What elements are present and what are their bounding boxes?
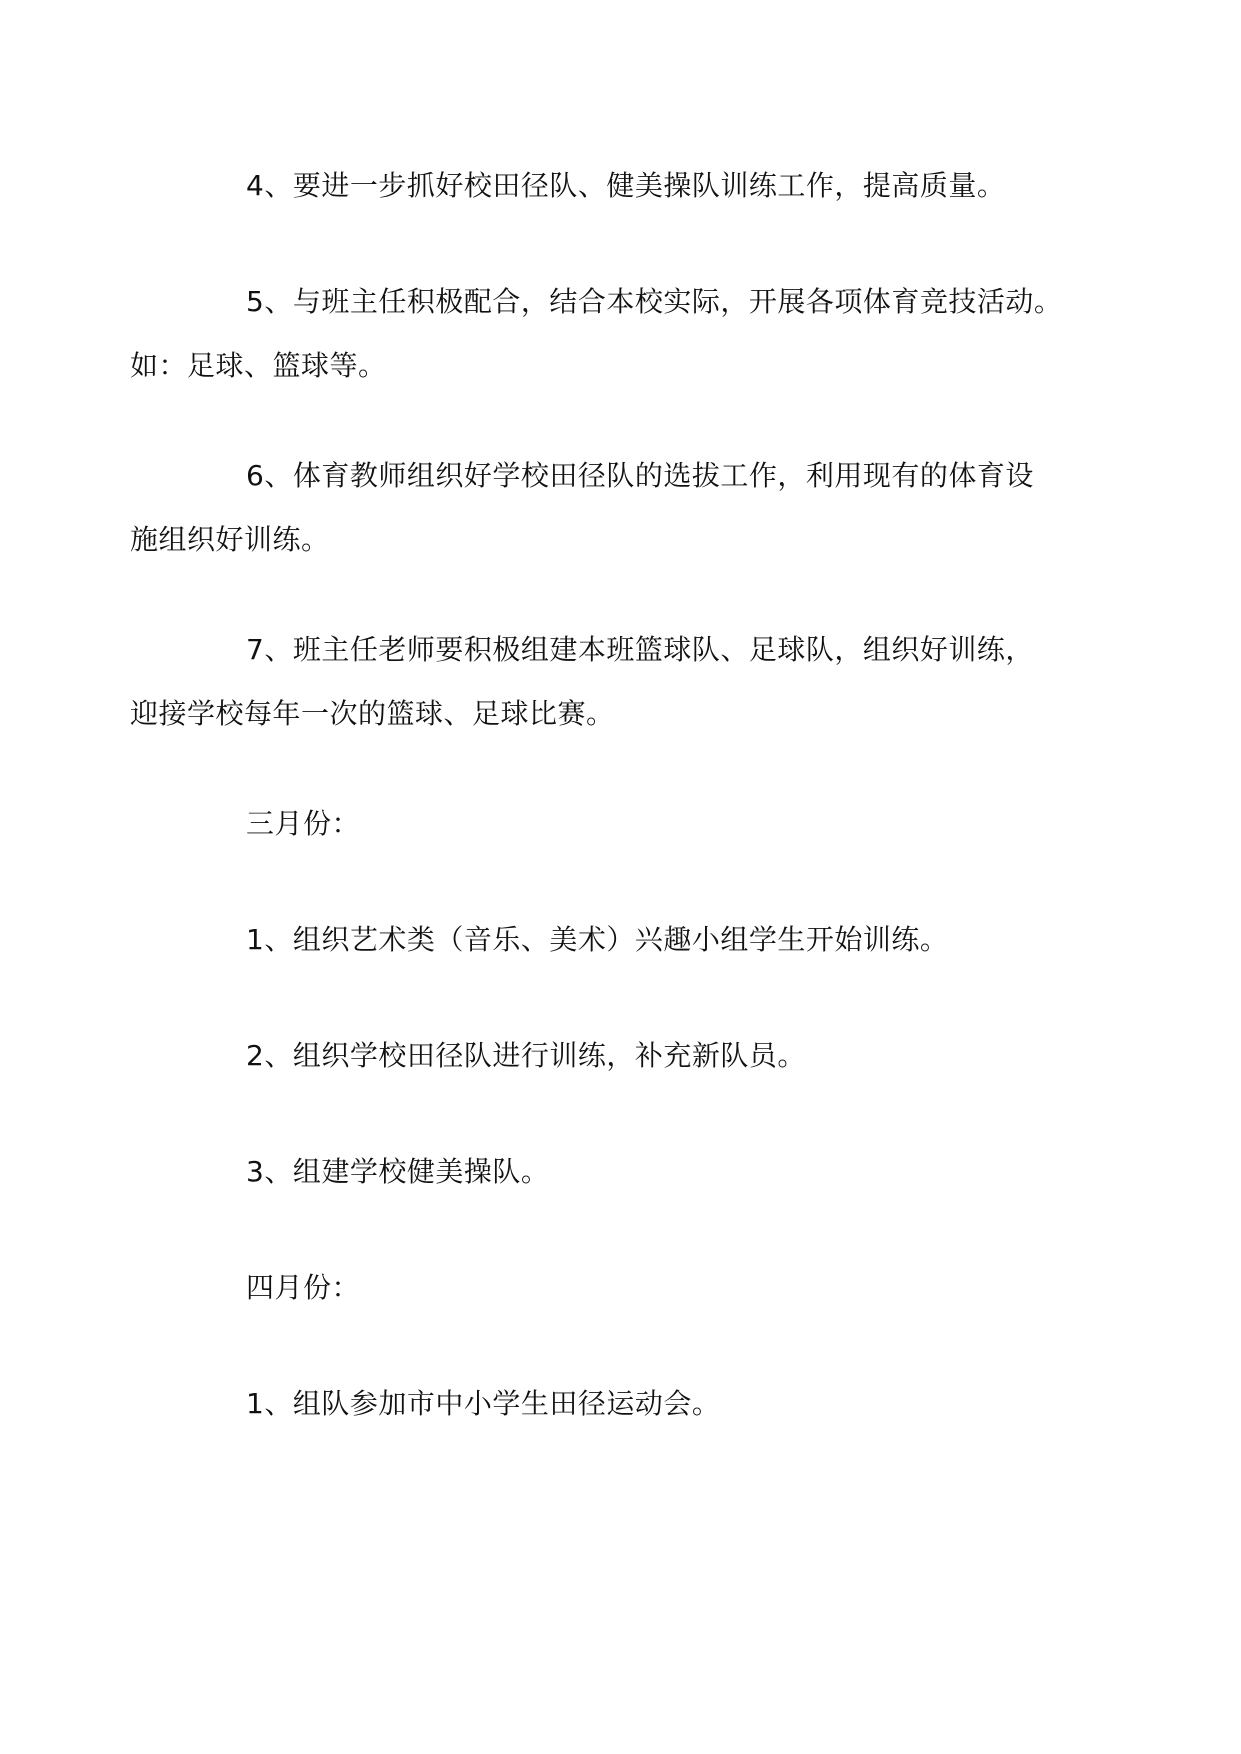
paragraph-line: 四月份： [246,1271,361,1304]
paragraph-item-march-2 [188,1024,1068,1088]
paragraph-line: 6、体育教师组织好学校田径队的选拔工作，利用现有的体育设 [246,459,1034,492]
paragraph-line: 4、要进一步抓好校田径队、健美操队训练工作，提高质量。 [246,169,1006,202]
paragraph-item-5 [130,270,1068,398]
paragraph-line: 施组织好训练。 [130,523,330,556]
paragraph-line: 7、班主任老师要积极组建本班篮球队、足球队，组织好训练， [246,633,1034,666]
paragraph-item-4 [188,154,1068,218]
paragraph-line: 迎接学校每年一次的篮球、足球比赛。 [130,697,615,730]
paragraph-line: 1、组队参加市中小学生田径运动会。 [246,1387,721,1420]
paragraph-item-april-1 [188,1372,1068,1436]
paragraph-item-march-1 [188,908,1068,972]
paragraph-line: 5、与班主任积极配合，结合本校实际，开展各项体育竞技活动。 [246,285,1063,318]
section-heading-march [188,792,1068,856]
paragraph-item-march-3 [188,1140,1068,1204]
paragraph-line: 三月份： [246,807,361,840]
paragraph-line: 1、组织艺术类（音乐、美术）兴趣小组学生开始训练。 [246,923,949,956]
paragraph-line: 如：足球、篮球等。 [130,349,387,382]
paragraph-line: 3、组建学校健美操队。 [246,1155,550,1188]
paragraph-line: 2、组织学校田径队进行训练，补充新队员。 [246,1039,806,1072]
section-heading-april [188,1256,1068,1320]
paragraph-item-7 [130,618,1068,746]
paragraph-item-6 [130,444,1068,572]
